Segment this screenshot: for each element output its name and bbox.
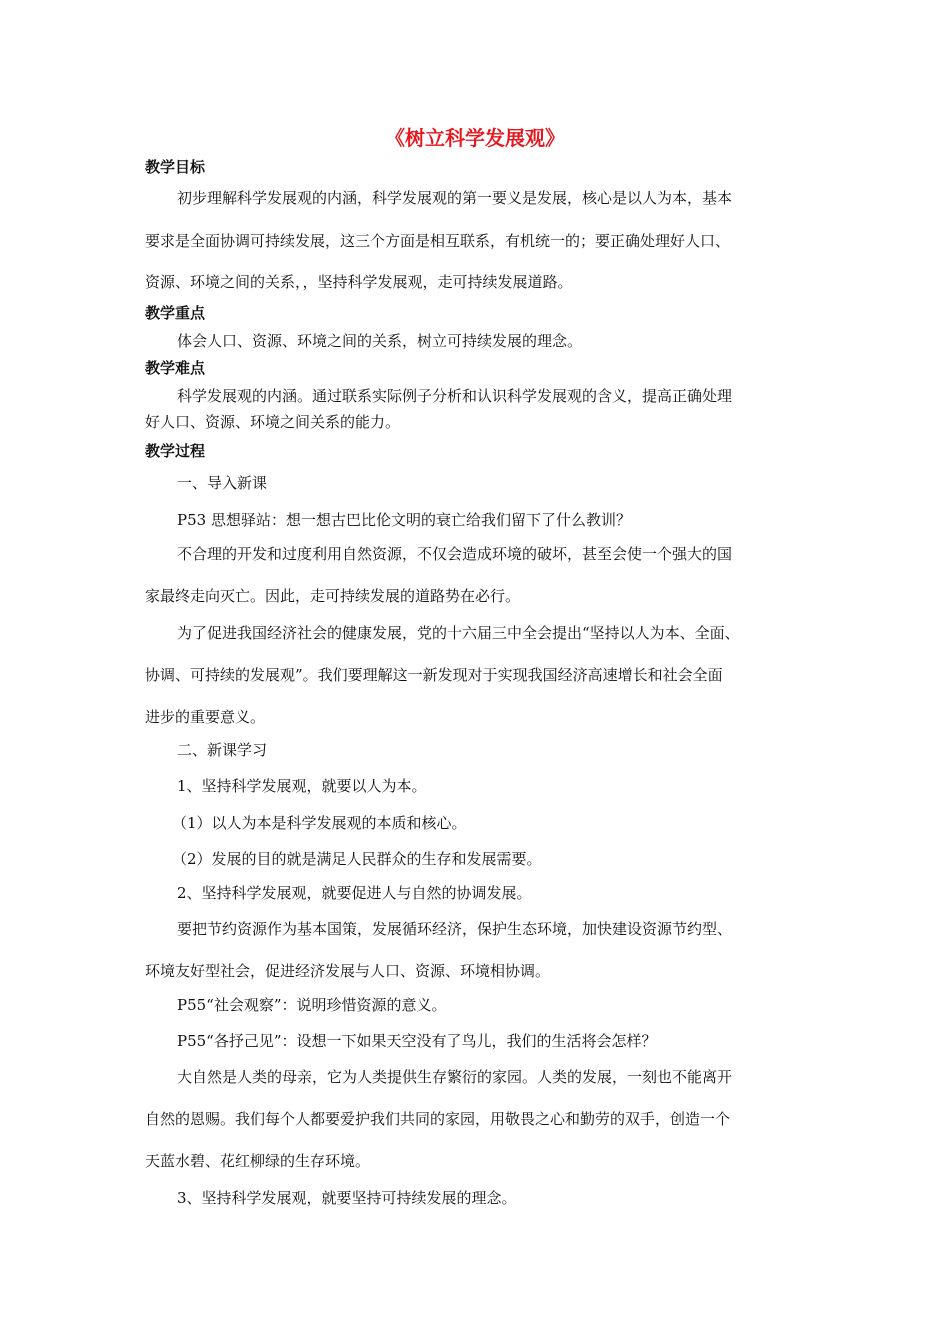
objectives-line: 要求是全面协调可持续发展，这三个方面是相互联系，有机统一的；要正确处理好人口、 xyxy=(145,232,731,250)
process-line: 协调、可持续的发展观”。我们要理解这一新发现对于实现我国经济高速增长和社会全面 xyxy=(145,666,723,684)
difficulties-line: 好人口、资源、环境之间关系的能力。 xyxy=(145,413,401,431)
process-line: 要把节约资源作为基本国策，发展循环经济，保护生态环境，加快建设资源节约型、 xyxy=(177,920,733,938)
process-line: 1、坚持科学发展观，就要以人为本。 xyxy=(177,777,427,795)
process-line: 家最终走向灭亡。因此，走可持续发展的道路势在必行。 xyxy=(145,587,521,605)
process-line: 自然的恩赐。我们每个人都要爱护我们共同的家园，用敬畏之心和勤劳的双手，创造一个 xyxy=(145,1110,731,1128)
process-line: 3、坚持科学发展观，就要坚持可持续发展的理念。 xyxy=(177,1189,517,1207)
difficulties-line: 科学发展观的内涵。通过联系实际例子分析和认识科学发展观的含义，提高正确处理 xyxy=(177,387,733,405)
process-line: 天蓝水碧、花红柳绿的生存环境。 xyxy=(145,1152,371,1170)
objectives-line: 初步理解科学发展观的内涵，科学发展观的第一要义是发展，核心是以人为本，基本 xyxy=(177,189,733,207)
objectives-line: 资源、环境之间的关系，，坚持科学发展观，走可持续发展道路。 xyxy=(145,273,573,291)
process-line: 二、新课学习 xyxy=(177,741,268,759)
difficulties-heading: 教学难点 xyxy=(145,359,206,377)
process-line: 2、坚持科学发展观，就要促进人与自然的协调发展。 xyxy=(177,884,532,902)
process-line: P55“各抒己见”：设想一下如果天空没有了鸟儿，我们的生活将会怎样？ xyxy=(177,1032,657,1050)
process-line: P55“社会观察”：说明珍惜资源的意义。 xyxy=(177,996,447,1014)
process-line: 大自然是人类的母亲，它为人类提供生存繁衍的家园。人类的发展，一刻也不能离开 xyxy=(177,1068,733,1086)
document-title: 《树立科学发展观》 xyxy=(385,126,565,150)
process-heading: 教学过程 xyxy=(145,442,206,460)
key-points-line: 体会人口、资源、环境之间的关系，树立可持续发展的理念。 xyxy=(177,332,583,350)
process-line: （2）发展的目的就是满足人民群众的生存和发展需要。 xyxy=(172,850,542,868)
process-line: 为了促进我国经济社会的健康发展，党的十六届三中全会提出“坚持以人为本、全面、 xyxy=(177,624,740,642)
process-line: 一、导入新课 xyxy=(177,474,268,492)
process-line: 环境友好型社会，促进经济发展与人口、资源、环境相协调。 xyxy=(145,962,551,980)
process-line: P53 思想驿站：想一想古巴比伦文明的衰亡给我们留下了什么教训？ xyxy=(177,511,631,529)
process-line: （1）以人为本是科学发展观的本质和核心。 xyxy=(172,814,467,832)
objectives-heading: 教学目标 xyxy=(145,158,206,176)
key-points-heading: 教学重点 xyxy=(145,304,206,322)
process-line: 进步的重要意义。 xyxy=(145,708,266,726)
process-line: 不合理的开发和过度利用自然资源，不仅会造成环境的破坏，甚至会使一个强大的国 xyxy=(177,545,733,563)
